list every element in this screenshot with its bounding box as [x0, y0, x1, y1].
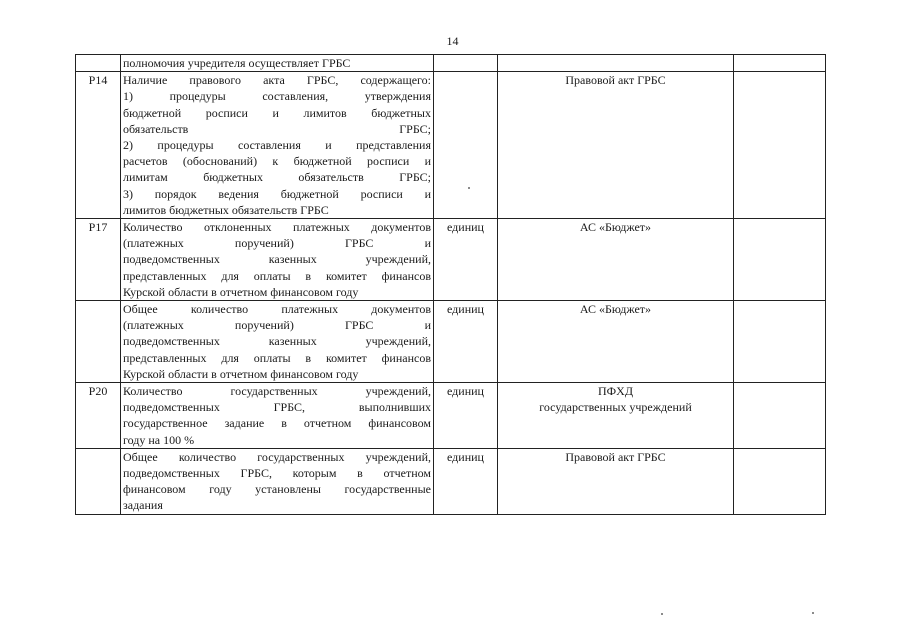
indicator-name-line: Количество отклоненных платежных документов [123, 220, 431, 235]
scan-speck [812, 612, 814, 614]
indicator-name-line: подведомственных ГРБС, выполнивших [123, 400, 431, 415]
table-row [76, 72, 826, 219]
data-source-line: ПФХД [598, 384, 633, 399]
unit-of-measure: единиц [434, 219, 498, 301]
indicator-name [121, 448, 434, 514]
indicator-code: Р14 [76, 72, 121, 219]
page-number: 14 [446, 34, 459, 48]
table-row [76, 383, 826, 449]
table-row [76, 301, 826, 383]
unit-of-measure [434, 55, 498, 72]
empty-cell [734, 448, 826, 514]
indicator-name-line: лимитов бюджетных обязательств ГРБС [123, 202, 329, 217]
indicator-name-line: бюджетной росписи и лимитов бюджетных [123, 105, 431, 120]
indicator-code [76, 301, 121, 383]
indicator-name-line: 3) порядок ведения бюджетной росписи и [123, 186, 431, 201]
indicator-name-line: обязательств ГРБС; [123, 121, 431, 136]
table-row [76, 448, 826, 514]
indicator-name [121, 383, 434, 449]
table-row [76, 219, 826, 301]
indicator-name [121, 219, 434, 301]
indicator-name-line: 2) процедуры составления и представления [123, 138, 431, 153]
indicator-name-line: расчетов (обоснований) к бюджетной росписи и [123, 154, 431, 169]
indicator-name-line: государственное задание в отчетном финансовом [123, 416, 431, 431]
data-source [498, 55, 734, 72]
data-source [498, 219, 734, 301]
indicator-name-line: подведомственных казенных учреждений, [123, 334, 431, 349]
data-source-line: государственных учреждений [539, 400, 692, 415]
unit-of-measure: единиц [434, 301, 498, 383]
data-source-line: АС «Бюджет» [579, 302, 652, 317]
indicator-name-line: представленных для оплаты в комитет финансов [123, 268, 431, 283]
indicator-name-line: представленных для оплаты в комитет финансов [123, 350, 431, 365]
table-row [76, 55, 826, 72]
unit-of-measure: единиц [434, 448, 498, 514]
indicator-name-line: подведомственных казенных учреждений, [123, 252, 431, 267]
data-source [498, 383, 734, 449]
indicator-code: Р17 [76, 219, 121, 301]
indicator-name-line: (платежных поручений) ГРБС и [123, 318, 431, 333]
indicator-name [121, 55, 434, 72]
indicator-name-line: Наличие правового акта ГРБС, содержащего: [123, 73, 431, 88]
indicator-name-line: 1) процедуры составления, утверждения [123, 89, 431, 104]
indicator-name-line: Курской области в отчетном финансовом году [123, 284, 359, 299]
indicator-name [121, 301, 434, 383]
indicator-table [75, 54, 826, 515]
indicator-name-line: лимитам бюджетных обязательств ГРБС; [123, 170, 431, 185]
empty-cell [734, 72, 826, 219]
indicator-name-line: полномочия учредителя осуществляет ГРБС [123, 56, 351, 70]
indicator-code [76, 448, 121, 514]
indicator-name-line: Общее количество платежных документов [123, 302, 431, 317]
scan-speck [661, 613, 663, 615]
indicator-name-line: Общее количество государственных учреждений, [123, 449, 431, 464]
data-source [498, 448, 734, 514]
data-source [498, 72, 734, 219]
empty-cell [734, 55, 826, 72]
indicator-name-line: финансовом году установлены государственные [123, 482, 431, 497]
indicator-code: Р20 [76, 383, 121, 449]
indicator-name-line: подведомственных ГРБС, которым в отчетном [123, 466, 431, 481]
indicator-name-line: задания [123, 498, 163, 513]
scan-speck [468, 187, 470, 189]
data-source-line: АС «Бюджет» [579, 220, 652, 235]
table-body [76, 55, 826, 515]
unit-of-measure: единиц [434, 383, 498, 449]
data-source [498, 301, 734, 383]
indicator-code [76, 55, 121, 72]
indicator-name-line: Курской области в отчетном финансовом году [123, 366, 359, 381]
indicator-name-line: Количество государственных учреждений, [123, 384, 431, 399]
data-source-line: Правовой акт ГРБС [565, 449, 666, 464]
indicator-name [121, 72, 434, 219]
indicator-name-line: (платежных поручений) ГРБС и [123, 236, 431, 251]
empty-cell [734, 301, 826, 383]
empty-cell [734, 219, 826, 301]
data-source-line: Правовой акт ГРБС [565, 73, 666, 88]
indicator-name-line: году на 100 % [123, 432, 195, 447]
unit-of-measure [434, 72, 498, 219]
empty-cell [734, 383, 826, 449]
